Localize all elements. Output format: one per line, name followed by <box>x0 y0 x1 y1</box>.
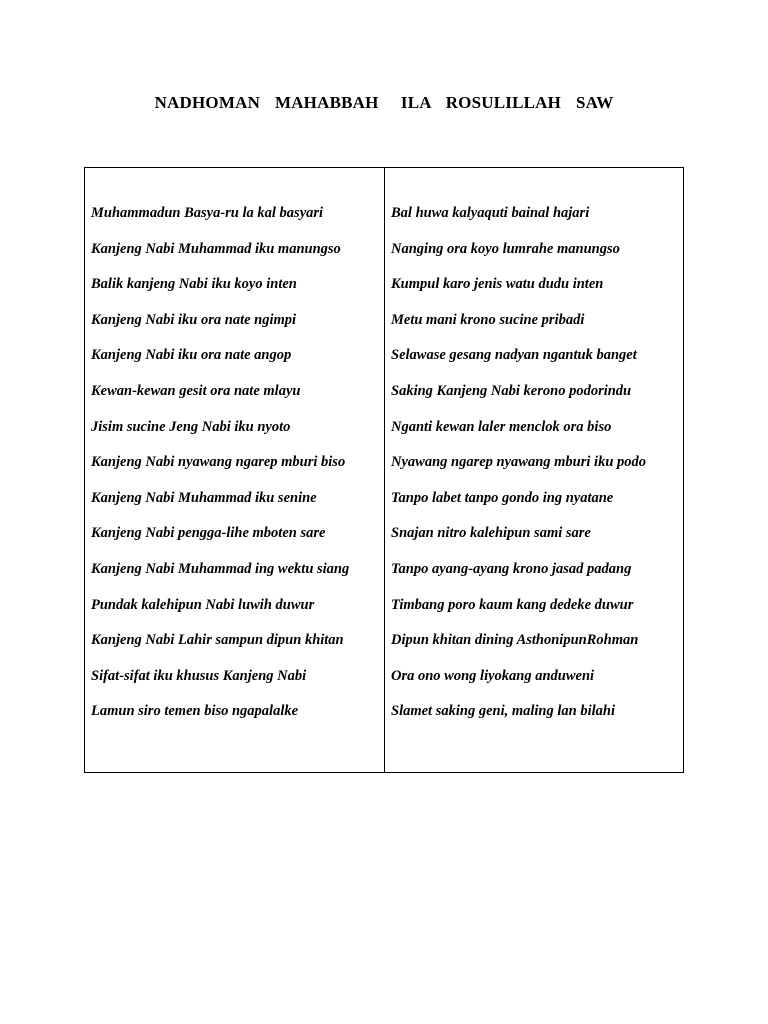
right-verse-line: Bal huwa kalyaquti bainal hajari <box>391 205 590 221</box>
left-verse-line: Jisim sucine Jeng Nabi iku nyoto <box>91 418 291 435</box>
left-verse-line: Muhammadun Basya-ru la kal basyari <box>91 205 324 221</box>
right-column <box>391 203 681 737</box>
left-verse-line: Kanjeng Nabi Lahir sampun dipun khitan <box>91 632 344 649</box>
right-verse-line: Selawase gesang nadyan ngantuk banget <box>391 347 637 364</box>
right-verse-line: Slamet saking geni, maling lan bilahi <box>391 703 615 720</box>
left-verse-line: Kanjeng Nabi iku ora nate ngimpi <box>91 311 297 328</box>
left-verse-line: Pundak kalehipun Nabi luwih duwur <box>91 596 315 613</box>
right-verse-line: Metu mani krono sucine pribadi <box>391 311 585 328</box>
right-verse-line: Timbang poro kaum kang dedeke duwur <box>391 596 634 613</box>
left-verse-line: Kanjeng Nabi Muhammad iku manungso <box>91 240 341 257</box>
right-verse-line: Nyawang ngarep nyawang mburi iku podo <box>391 454 647 471</box>
page-title: NADHOMAN MAHABBAH ILA ROSULILLAH SAW <box>154 93 614 112</box>
left-verse-line: Kanjeng Nabi pengga-lihe mboten sare <box>91 525 326 542</box>
left-verse-line: Kanjeng Nabi iku ora nate angop <box>91 347 292 364</box>
right-verse-line: Tanpo labet tanpo gondo ing nyatane <box>391 489 614 506</box>
right-verse-line: Kumpul karo jenis watu dudu inten <box>391 276 604 293</box>
left-verse-line: Kewan-kewan gesit ora nate mlayu <box>91 382 301 399</box>
left-verse-line: Sifat-sifat iku khusus Kanjeng Nabi <box>91 667 307 684</box>
right-verse-line: Ora ono wong liyokang anduweni <box>391 667 595 684</box>
right-verse-line: Snajan nitro kalehipun sami sare <box>391 525 591 542</box>
left-column <box>91 203 379 737</box>
right-verse-line: Tanpo ayang-ayang krono jasad padang <box>391 560 632 577</box>
right-verse-line: Saking Kanjeng Nabi kerono podorindu <box>391 382 632 399</box>
column-divider <box>384 168 385 772</box>
right-verse-line: Nganti kewan laler menclok ora biso <box>391 418 612 435</box>
left-verse-line: Balik kanjeng Nabi iku koyo inten <box>91 276 297 293</box>
left-verse-line: Kanjeng Nabi nyawang ngarep mburi biso <box>91 454 346 471</box>
left-verse-line: Kanjeng Nabi Muhammad ing wektu siang <box>91 560 350 577</box>
poem-table <box>84 167 684 773</box>
right-verse-line: Nanging ora koyo lumrahe manungso <box>391 240 620 257</box>
right-verse-line: Dipun khitan dining AsthonipunRohman <box>391 632 639 649</box>
left-verse-line: Lamun siro temen biso ngapalalke <box>91 703 299 720</box>
left-verse-line: Kanjeng Nabi Muhammad iku senine <box>91 489 317 506</box>
